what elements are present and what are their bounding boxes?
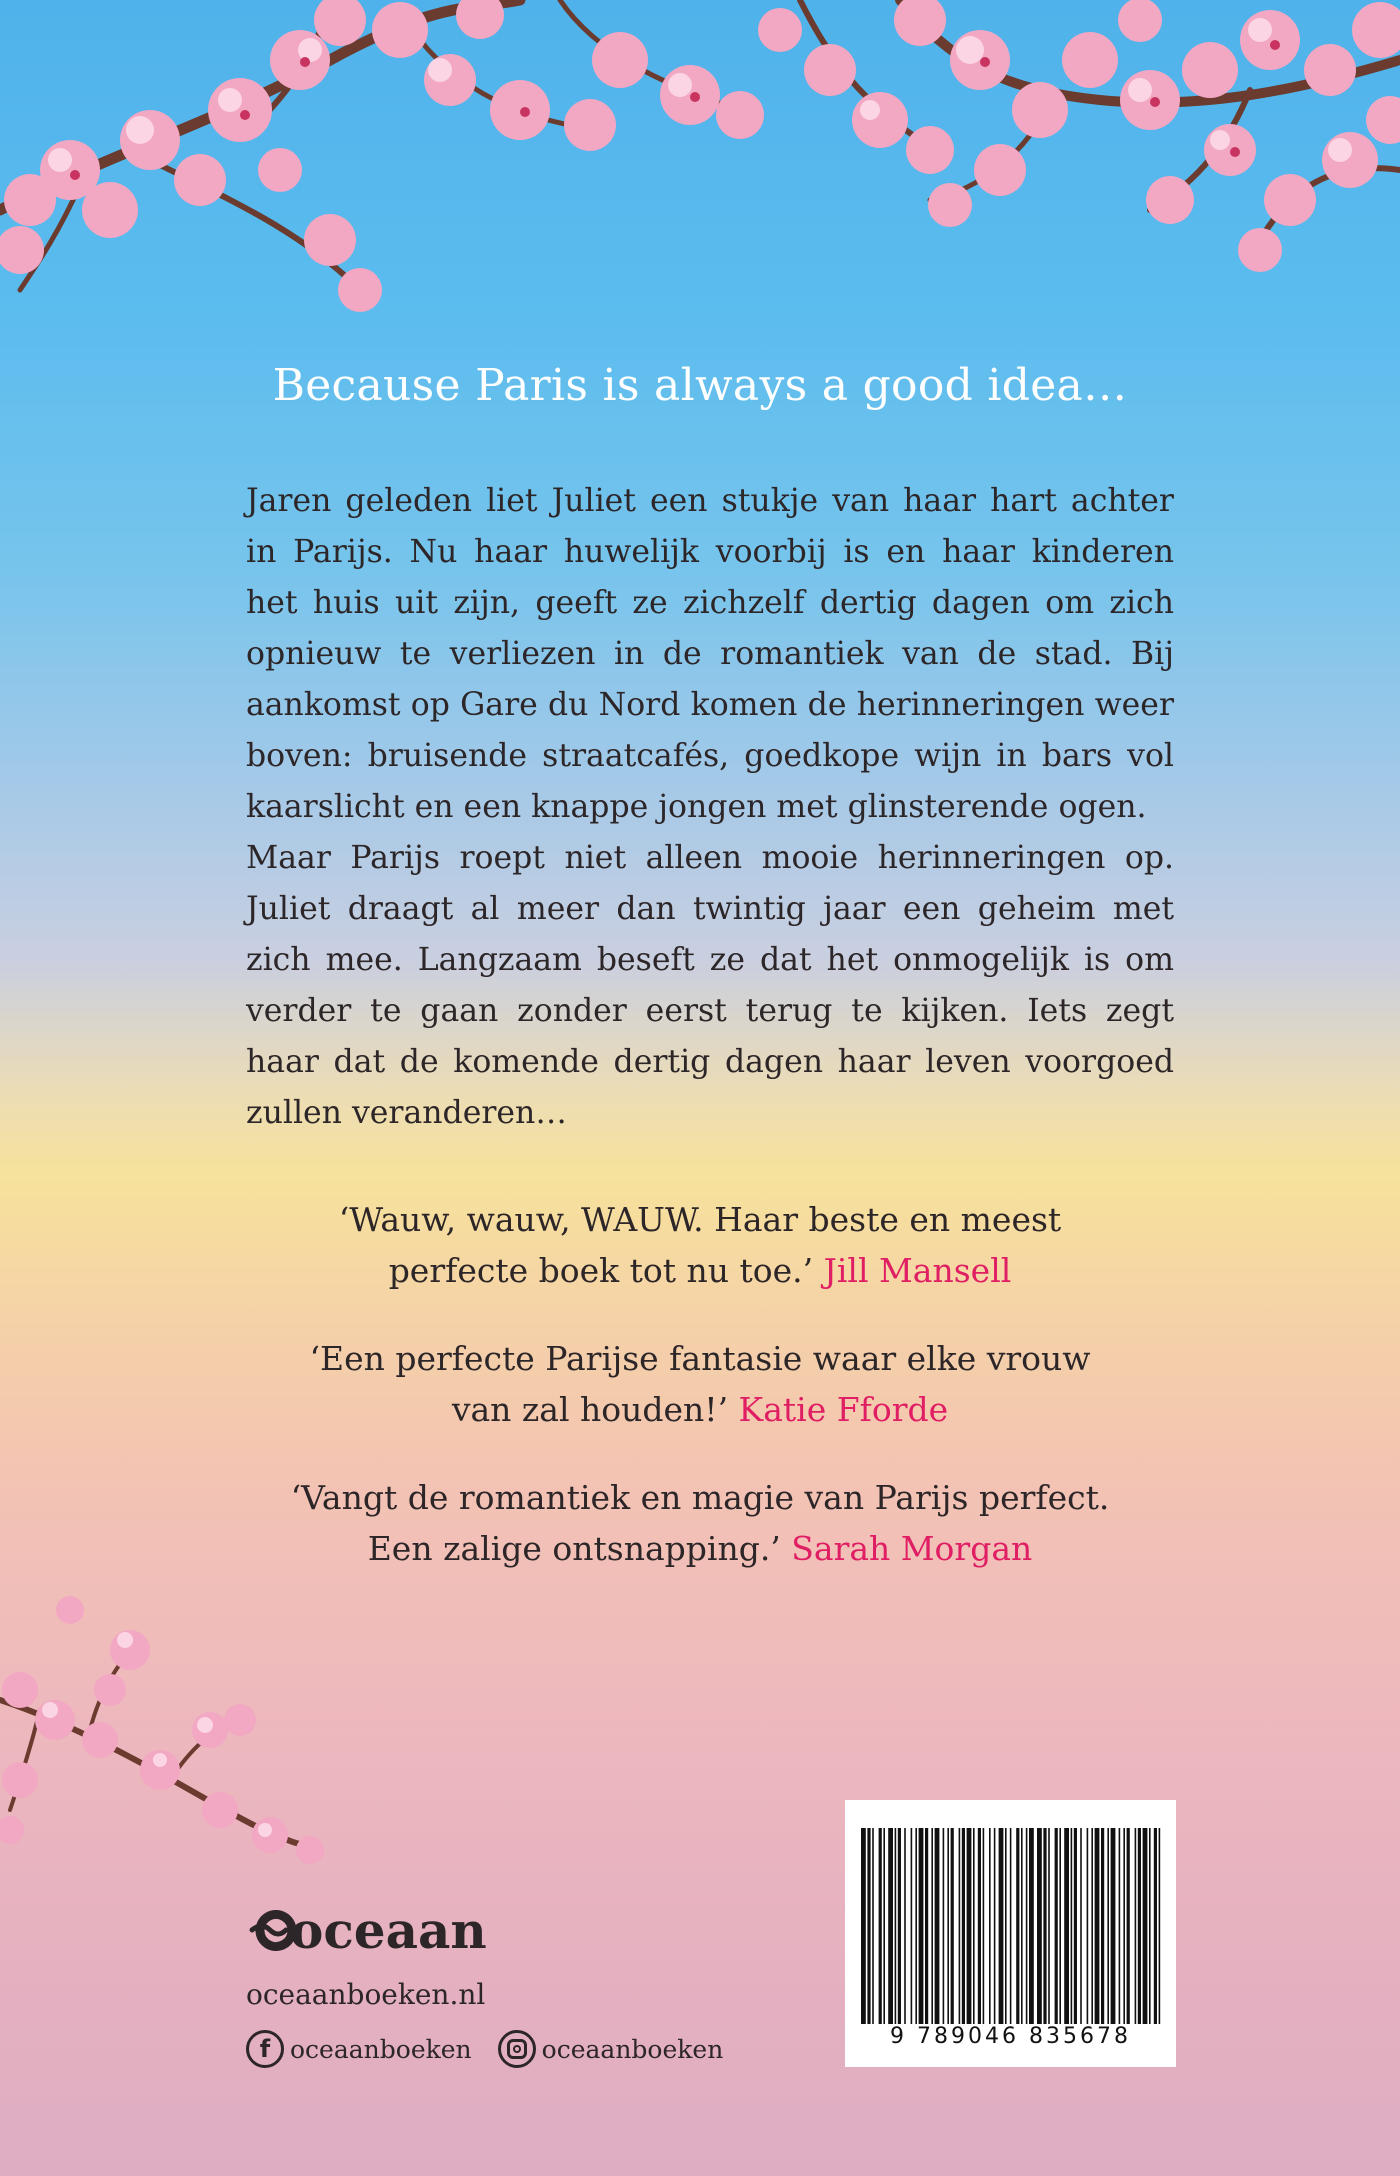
barcode-bar xyxy=(951,1828,954,2024)
logo-text: oceaan xyxy=(290,1901,487,1960)
barcode-bar xyxy=(1029,1828,1034,2024)
barcode-bar xyxy=(872,1828,874,2024)
quote-line: perfecte boek tot nu toe.’ xyxy=(388,1251,824,1290)
quote-author: Sarah Morgan xyxy=(791,1529,1033,1568)
barcode-bar xyxy=(1127,1828,1130,2024)
barcode-bar xyxy=(911,1828,913,2024)
barcode-bar xyxy=(861,1828,866,2024)
barcode-bar xyxy=(1043,1828,1046,2024)
barcode-bar xyxy=(1111,1828,1116,2024)
quote-line: Een zalige ontsnapping.’ xyxy=(367,1529,792,1568)
barcode xyxy=(845,1800,1176,2067)
barcode-bar xyxy=(983,1828,985,2024)
facebook-icon: f xyxy=(246,2030,284,2068)
blurb-paragraph: Maar Parijs roept niet alleen mooie herinneringen op. Juliet draagt al meer dan twintig jaar een geheim met zich mee. Langzaam beseft ze dat het onmogelijk is om verder te gaan zonder eerst terug te kijken. Iets zegt haar dat de komende dertig dagen haar leven voorgoed zullen veranderen… xyxy=(246,840,1174,1131)
blurb xyxy=(246,476,1174,1139)
barcode-bar xyxy=(931,1828,933,2024)
barcode-bar xyxy=(1119,1828,1121,2024)
barcode-bar xyxy=(989,1828,991,2024)
barcode-bar xyxy=(1149,1828,1151,2024)
barcode-bar xyxy=(1026,1828,1028,2024)
barcode-bar xyxy=(1071,1828,1073,2024)
tagline: Because Paris is always a good idea… xyxy=(272,360,1128,411)
barcode-bar xyxy=(1095,1828,1100,2024)
barcode-bar xyxy=(978,1828,981,2024)
quote-author: Jill Mansell xyxy=(823,1251,1012,1290)
barcode-bar xyxy=(1016,1828,1019,2024)
quote-line: ‘Wauw, wauw, WAUW. Haar beste en meest xyxy=(338,1200,1062,1239)
barcode-bar xyxy=(959,1828,961,2024)
barcode-bar xyxy=(943,1828,945,2024)
barcode-bar xyxy=(915,1828,917,2024)
barcode-bars xyxy=(859,1828,1162,2024)
barcode-bar xyxy=(919,1828,924,2024)
instagram-icon xyxy=(498,2030,536,2068)
social-links xyxy=(246,2030,723,2068)
review-quote xyxy=(0,1194,1400,1296)
barcode-bar xyxy=(1010,1828,1012,2024)
barcode-bar xyxy=(904,1828,906,2024)
barcode-bar xyxy=(879,1828,882,2024)
publisher-logo xyxy=(246,1900,487,1960)
barcode-bar xyxy=(1059,1828,1061,2024)
quote-line: ‘Een perfecte Parijse fantasie waar elke vrouw xyxy=(309,1339,1091,1378)
barcode-bar xyxy=(1037,1828,1042,2024)
barcode-bar xyxy=(1074,1828,1077,2024)
quote-line: van zal houden!’ xyxy=(451,1390,739,1429)
barcode-bar xyxy=(967,1828,972,2024)
barcode-bar xyxy=(1091,1828,1093,2024)
barcode-bar xyxy=(895,1828,897,2024)
barcode-bar xyxy=(883,1828,885,2024)
review-quote xyxy=(0,1333,1400,1435)
barcode-bar xyxy=(999,1828,1004,2024)
barcode-bar xyxy=(1101,1828,1104,2024)
quote-line: ‘Vangt de romantiek en magie van Parijs perfect. xyxy=(290,1478,1110,1517)
cherry-blossom-branches-top xyxy=(0,0,1400,320)
barcode-bar xyxy=(1021,1828,1023,2024)
barcode-bar xyxy=(1107,1828,1109,2024)
barcode-bar xyxy=(947,1828,949,2024)
barcode-bar xyxy=(1143,1828,1148,2024)
instagram-link[interactable] xyxy=(498,2030,724,2068)
facebook-link[interactable] xyxy=(246,2030,472,2068)
barcode-bar xyxy=(1087,1828,1089,2024)
barcode-bar xyxy=(1080,1828,1082,2024)
barcode-bar xyxy=(1138,1828,1141,2024)
instagram-handle: oceaanboeken xyxy=(541,2034,724,2064)
barcode-bar xyxy=(925,1828,928,2024)
review-quotes xyxy=(0,1194,1400,1611)
blurb-paragraph: Jaren geleden liet Juliet een stukje van haar hart achter in Parijs. Nu haar huwelijk voorbij is en haar kinderen het huis uit zijn, geeft ze zichzelf dertig dagen om zich opnieuw te verliezen in de romantiek van de stad. Bij aankomst op Gare du Nord komen de herinneringen weer boven: bruisende straatcafés, goedkope wijn in bars vol kaarslicht en een knappe jongen met glinsterende ogen. xyxy=(246,483,1174,825)
barcode-bar xyxy=(1055,1828,1058,2024)
barcode-bar xyxy=(1159,1828,1161,2024)
barcode-bar xyxy=(1005,1828,1007,2024)
facebook-handle: oceaanboeken xyxy=(290,2034,472,2064)
barcode-bar xyxy=(1048,1828,1050,2024)
barcode-bar xyxy=(935,1828,940,2024)
barcode-bar xyxy=(1154,1828,1157,2024)
cherry-blossom-branch-left xyxy=(0,1580,340,1880)
barcode-bar xyxy=(1064,1828,1069,2024)
barcode-bar xyxy=(994,1828,996,2024)
barcode-bar xyxy=(1123,1828,1125,2024)
barcode-bar xyxy=(888,1828,893,2024)
review-quote xyxy=(0,1472,1400,1574)
quote-author: Katie Fforde xyxy=(738,1390,949,1429)
barcode-bar xyxy=(867,1828,870,2024)
publisher-website[interactable]: oceaanboeken.nl xyxy=(246,1978,486,2011)
publisher-info xyxy=(246,1900,724,2064)
isbn-number: 9 789046 835678 xyxy=(890,2024,1131,2049)
barcode-bar xyxy=(973,1828,975,2024)
barcode-bar xyxy=(898,1828,901,2024)
barcode-bar xyxy=(962,1828,965,2024)
barcode-bar xyxy=(1135,1828,1137,2024)
